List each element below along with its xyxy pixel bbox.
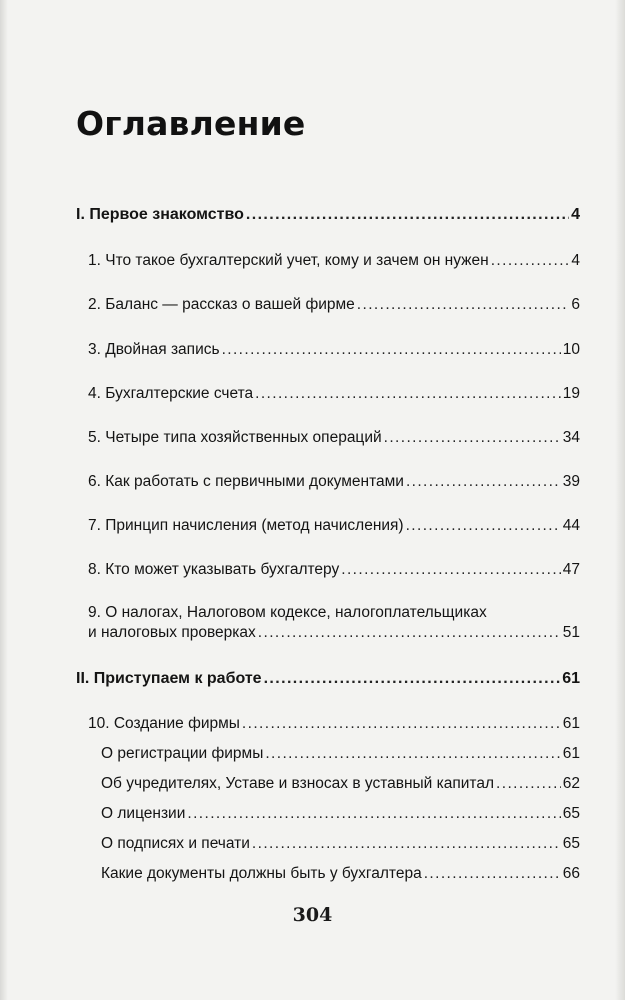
page-edge-shadow-left: [0, 0, 8, 1000]
toc-chapter-10: [88, 715, 580, 733]
toc-page-number: 10: [562, 341, 580, 358]
toc-chapter-6: [88, 473, 580, 491]
toc-part-title: II. Приступаем к работе: [76, 670, 262, 687]
toc-section-title: О регистрации фирмы: [101, 745, 264, 762]
dot-leader: [265, 745, 560, 763]
toc-part-2: [76, 670, 580, 688]
toc-chapter-title: 5. Четыре типа хозяйственных операций: [88, 429, 382, 446]
toc-page-number: 44: [562, 517, 580, 534]
toc-chapter-8: [88, 561, 580, 579]
dot-leader: [222, 341, 561, 359]
toc-chapter-title-line2: и налоговых проверках: [88, 624, 256, 641]
dot-leader: [264, 670, 561, 688]
dot-leader: [246, 206, 569, 224]
toc-chapter-title: 6. Как работать с первичными документами: [88, 473, 404, 490]
toc-section-1: [101, 745, 580, 763]
toc-chapter-title: 2. Баланс — рассказ о вашей фирме: [88, 296, 355, 313]
dot-leader: [406, 473, 561, 491]
toc-chapter-1: [88, 252, 580, 270]
dot-leader: [255, 385, 561, 403]
toc-chapter-title: 4. Бухгалтерские счета: [88, 385, 254, 402]
toc-page-number: 51: [562, 624, 580, 641]
toc-section-4: [101, 835, 580, 853]
toc-page-number: 34: [562, 429, 580, 446]
dot-leader: [242, 715, 561, 733]
toc-chapter-title: 1. Что такое бухгалтерский учет, кому и зачем он нужен: [88, 252, 489, 269]
toc-page-number: 39: [562, 473, 580, 490]
toc-part-title: I. Первое знакомство: [76, 206, 244, 223]
toc-chapter-9: [88, 604, 580, 642]
page-edge-shadow-right: [615, 0, 625, 1000]
toc-page-number: 62: [562, 775, 580, 792]
toc-page-number: 61: [562, 670, 580, 687]
toc-section-title: Какие документы должны быть у бухгалтера: [101, 865, 422, 882]
toc-page-number: 19: [562, 385, 580, 402]
toc-section-5: [101, 865, 580, 883]
toc-chapter-title: 8. Кто может указывать бухгалтеру: [88, 561, 340, 578]
dot-leader: [491, 252, 570, 270]
toc-page-number: 65: [562, 805, 580, 822]
dot-leader: [406, 517, 561, 535]
toc-section-title: Об учредителях, Уставе и взносах в уставный капитал: [101, 775, 495, 792]
toc-section-title: О подписях и печати: [101, 835, 250, 852]
toc-chapter-3: [88, 341, 580, 359]
toc-section-2: [101, 775, 580, 793]
dot-leader: [258, 624, 561, 642]
toc-page-number: 4: [571, 252, 580, 269]
page-footer-number: 304: [292, 904, 333, 926]
toc-section-3: [101, 805, 580, 823]
dot-leader: [424, 865, 561, 883]
toc-part-1: [76, 206, 580, 224]
toc-page-number: 61: [562, 745, 580, 762]
toc-chapter-title: 3. Двойная запись: [88, 341, 220, 358]
toc-chapter-title: 10. Создание фирмы: [88, 715, 240, 732]
dot-leader: [187, 805, 560, 823]
toc-chapter-title-line2-row: [88, 624, 580, 642]
toc-page-number: 61: [562, 715, 580, 732]
toc-page-number: 4: [571, 206, 580, 223]
toc-chapter-4: [88, 385, 580, 403]
dot-leader: [357, 296, 570, 314]
toc-page-number: 6: [571, 296, 580, 313]
toc-page-number: 65: [562, 835, 580, 852]
toc-chapter-title-line1: 9. О налогах, Налоговом кодексе, налогоплательщиках: [88, 604, 487, 621]
dot-leader: [496, 775, 561, 793]
dot-leader: [341, 561, 561, 579]
dot-leader: [252, 835, 561, 853]
dot-leader: [384, 429, 561, 447]
page-title: Оглавление: [76, 104, 306, 143]
toc-page-number: 66: [562, 865, 580, 882]
toc-chapter-title: 7. Принцип начисления (метод начисления): [88, 517, 404, 534]
toc-chapter-7: [88, 517, 580, 535]
toc-page-number: 47: [562, 561, 580, 578]
toc-chapter-5: [88, 429, 580, 447]
toc-section-title: О лицензии: [101, 805, 186, 822]
toc-chapter-2: [88, 296, 580, 314]
